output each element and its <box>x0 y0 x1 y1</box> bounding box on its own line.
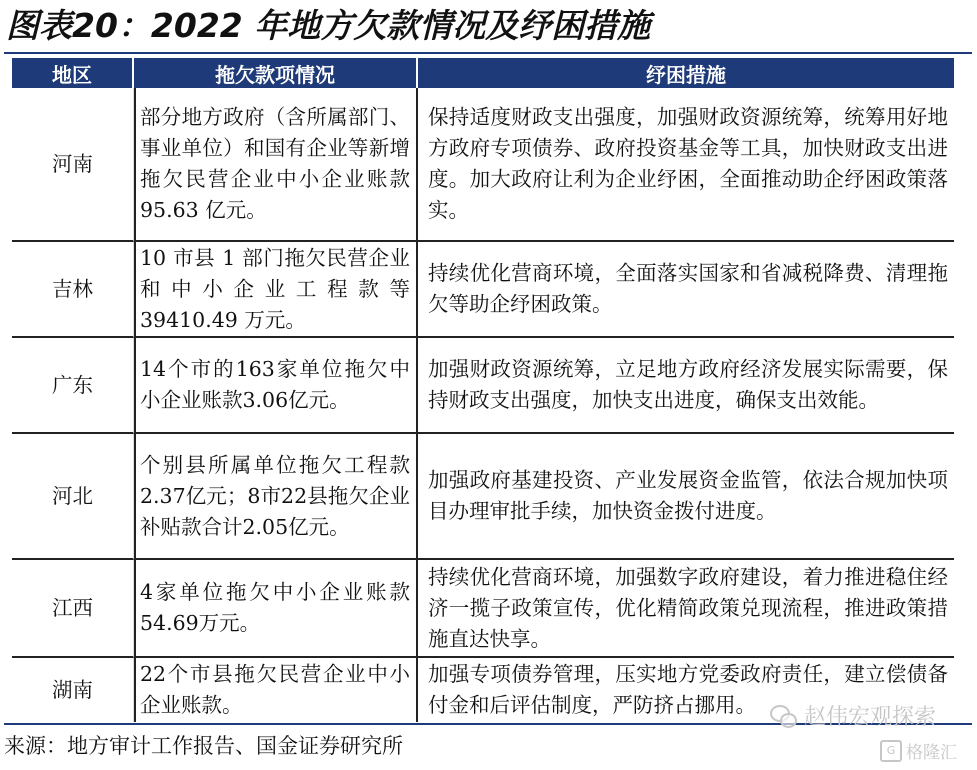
region-cell: 河南 <box>12 88 134 242</box>
header-region: 地区 <box>12 58 134 88</box>
table-row <box>12 242 954 338</box>
header-measures: 纾困措施 <box>418 58 954 88</box>
wechat-icon <box>770 705 796 727</box>
measures-cell: 加强政府基建投资、产业发展资金监管，依法合规加快项目办理审批手续，加快资金拨付进度。 <box>418 434 954 560</box>
top-rule <box>4 52 972 54</box>
measures-cell: 持续优化营商环境，加强数字政府建设，着力推进稳住经济一揽子政策宣传，优化精简政策兑现流程，推进政策措施直达快享。 <box>418 560 954 658</box>
situation-cell: 10 市县 1 部门拖欠民营企业和中小企业工程款等 39410.49 万元。 <box>134 242 418 338</box>
figure-title: 图表20：2022 年地方欠款情况及纾困措施 <box>6 6 651 45</box>
region-cell: 河北 <box>12 434 134 560</box>
gelonghui-icon: G <box>880 740 902 762</box>
measures-cell: 保持适度财政支出强度，加强财政资源统筹，统筹用好地方政府专项债券、政府投资基金等工具，加快财政支出进度。加大政府让利为企业纾困，全面推动助企纾困政策落实。 <box>418 88 954 242</box>
situation-cell: 14个市的163家单位拖欠中小企业账款3.06亿元。 <box>134 338 418 434</box>
table-row <box>12 560 954 658</box>
situation-cell: 4家单位拖欠中小企业账款54.69万元。 <box>134 560 418 658</box>
table-row <box>12 88 954 242</box>
region-cell: 湖南 <box>12 658 134 722</box>
situation-cell: 部分地方政府（含所属部门、事业单位）和国有企业等新增拖欠民营企业中小企业账款 95.63 亿元。 <box>134 88 418 242</box>
gelonghui-label: 格隆汇 <box>906 743 957 763</box>
measures-cell: 加强专项债券管理，压实地方党委政府责任，建立偿债备付金和后评估制度，严防挤占挪用。 <box>428 662 948 717</box>
region-cell: 广东 <box>12 338 134 434</box>
wechat-watermark <box>770 700 936 731</box>
arrears-table <box>12 58 954 722</box>
table-header-row <box>12 58 954 88</box>
header-situation: 拖欠款项情况 <box>134 58 418 88</box>
situation-cell: 个别县所属单位拖欠工程款2.37亿元；8市22县拖欠企业补贴款合计2.05亿元。 <box>134 434 418 560</box>
region-cell: 江西 <box>12 560 134 658</box>
wechat-watermark-label: 赵伟宏观探索 <box>804 705 937 730</box>
gelonghui-watermark <box>880 738 957 763</box>
measures-cell: 加强财政资源统筹，立足地方政府经济发展实际需要，保持财政支出强度，加快支出进度，确保支出效能。 <box>418 338 954 434</box>
table-row <box>12 434 954 560</box>
situation-cell: 22个市县拖欠民营企业中小企业账款。 <box>134 658 418 722</box>
measures-cell: 持续优化营商环境，全面落实国家和省减税降费、清理拖欠等助企纾困政策。 <box>418 242 954 338</box>
source-note: 来源：地方审计工作报告、国金证券研究所 <box>4 734 403 758</box>
region-cell: 吉林 <box>12 242 134 338</box>
table-row <box>12 338 954 434</box>
